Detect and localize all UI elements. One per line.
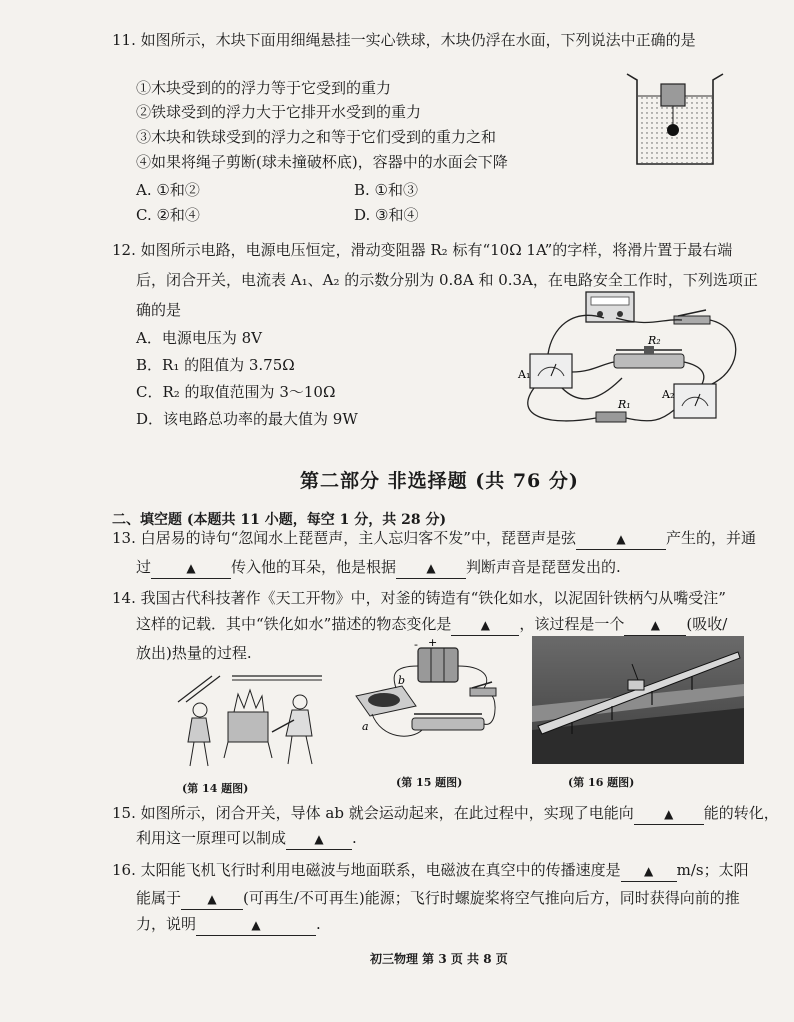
page-footer: 初三物理 第 3 页 共 8 页 xyxy=(370,952,508,966)
q12-stem-line-3: 确的是 xyxy=(136,301,182,319)
q11-option-d: D. ③和④ xyxy=(354,206,419,224)
q13-blank-3[interactable] xyxy=(396,557,466,579)
q12-option-a: A．电源电压为 8V xyxy=(136,329,262,347)
q13-line-2 xyxy=(136,557,621,579)
q14-line-1: 14. 我国古代科技著作《天工开物》中，对釜的铸造有“铁化如水，以泥固针铁柄勺从嘴受注” xyxy=(112,589,726,607)
q16-text-1b: m/s；太阳 xyxy=(676,861,749,879)
q15-blank-2[interactable] xyxy=(286,828,352,850)
q14-blank-1[interactable] xyxy=(451,614,519,636)
q16-blank-3[interactable] xyxy=(196,914,316,936)
motor-figure-q15 xyxy=(352,636,502,754)
q15-text-1a: 15. 如图所示，闭合开关，导体 ab 就会运动起来，在此过程中，实现了电能向 xyxy=(112,804,634,822)
q14-blank-2[interactable] xyxy=(624,614,686,636)
q12-option-b: B．R₁ 的阻值为 3.75Ω xyxy=(136,356,295,374)
q16-text-1a: 16. 太阳能飞机飞行时利用电磁波与地面联系，电磁波在真空中的传播速度是 xyxy=(112,861,621,879)
q16-line-2 xyxy=(136,888,740,910)
q15-text-2a: 利用这一原理可以制成 xyxy=(136,829,287,847)
q13-text-1a: 13. 白居易的诗句“忽闻水上琵琶声，主人忘归客不发”中，琵琶声是弦 xyxy=(112,529,576,547)
label-a2: A₂ xyxy=(662,388,675,401)
q12-option-d: D．该电路总功率的最大值为 9W xyxy=(136,410,358,428)
blank-mark: ▲ xyxy=(314,832,324,846)
q15-text-1b: 能的转化， xyxy=(703,804,779,822)
blank-mark: ▲ xyxy=(207,892,217,906)
battery-minus: - xyxy=(414,638,418,651)
blank-mark: ▲ xyxy=(664,807,674,821)
q11-option-c: C. ②和④ xyxy=(136,206,200,224)
q16-text-2a: 能属于 xyxy=(136,889,182,907)
q16-line-1 xyxy=(112,860,749,882)
q11-statement-3: ③木块和铁球受到的浮力之和等于它们受到的重力之和 xyxy=(136,128,497,146)
blank-mark: ▲ xyxy=(616,532,626,546)
q11-option-a: A. ①和② xyxy=(136,181,200,199)
q11-statement-1: ①木块受到的的浮力等于它受到的重力 xyxy=(136,79,392,97)
blank-mark: ▲ xyxy=(186,561,196,575)
q16-text-2b: (可再生/不可再生)能源；飞行时螺旋桨将空气推向后方，同时获得向前的推 xyxy=(243,889,740,907)
q13-blank-1[interactable] xyxy=(576,528,666,550)
q16-blank-2[interactable] xyxy=(181,888,243,910)
blank-mark: ▲ xyxy=(644,864,654,878)
casting-figure-q14 xyxy=(172,672,330,772)
caption-fig-14: (第 14 题图) xyxy=(182,782,249,795)
q15-text-2b: . xyxy=(352,829,357,847)
circuit-figure-q12 xyxy=(512,288,744,438)
q11-statement-2: ②铁球受到的浮力大于它排开水受到的重力 xyxy=(136,103,422,121)
q11-stem: 11. 如图所示，木块下面用细绳悬挂一实心铁球，木块仍浮在水面，下列说法中正确的是 xyxy=(112,31,696,49)
q11-option-b: B. ①和③ xyxy=(354,181,419,199)
beaker-figure xyxy=(625,66,725,170)
q11-statement-4: ④如果将绳子剪断(球未撞破杯底)，容器中的水面会下降 xyxy=(136,153,508,171)
q13-line-1 xyxy=(112,528,756,550)
q16-line-3 xyxy=(136,914,321,936)
blank-mark: ▲ xyxy=(650,618,660,632)
q14-text-2b: ，该过程是一个 xyxy=(519,615,625,633)
q14-line-2 xyxy=(136,614,727,636)
q13-text-2b: 传入他的耳朵，他是根据 xyxy=(231,558,397,576)
label-r1: R₁ xyxy=(618,398,631,411)
battery-plus: + xyxy=(428,636,438,649)
q13-text-2a: 过 xyxy=(136,558,152,576)
label-r2: R₂ xyxy=(648,334,661,347)
label-a: a xyxy=(362,720,369,733)
q13-text-2c: 判断声音是琵琶发出的. xyxy=(466,558,621,576)
q16-text-3a: 力，说明 xyxy=(136,915,197,933)
blank-mark: ▲ xyxy=(480,618,490,632)
blank-mark: ▲ xyxy=(426,561,436,575)
caption-fig-15: (第 15 题图) xyxy=(396,776,463,789)
q15-blank-1[interactable] xyxy=(634,803,704,825)
q15-line-1 xyxy=(112,803,779,825)
section-fill-blank: 二、填空题 (本题共 11 小题，每空 1 分，共 28 分) xyxy=(112,512,447,528)
solar-plane-photo-q16 xyxy=(532,636,744,764)
q13-text-1b: 产生的，并通 xyxy=(665,529,756,547)
q14-text-2a: 这样的记载．其中“铁化如水”描述的物态变化是 xyxy=(136,615,452,633)
part-two-title: 第二部分 非选择题 (共 76 分) xyxy=(300,470,579,492)
q15-line-2 xyxy=(136,828,357,850)
q16-blank-1[interactable] xyxy=(621,860,677,882)
q13-blank-2[interactable] xyxy=(151,557,231,579)
q12-option-c: C．R₂ 的取值范围为 3～10Ω xyxy=(136,383,336,401)
label-a1: A₁ xyxy=(518,368,531,381)
caption-fig-16: (第 16 题图) xyxy=(568,776,635,789)
blank-mark: ▲ xyxy=(251,918,261,932)
label-b: b xyxy=(398,674,406,687)
q14-text-2c: (吸收/ xyxy=(686,615,728,633)
q12-stem-line-1: 12. 如图所示电路，电源电压恒定，滑动变阻器 R₂ 标有“10Ω 1A”的字样，将滑片置于最右端 xyxy=(112,241,733,259)
q16-text-3b: . xyxy=(316,915,321,933)
q12-stem-line-2: 后，闭合开关，电流表 A₁、A₂ 的示数分别为 0.8A 和 0.3A，在电路安全工作时，下列选项正 xyxy=(136,271,758,289)
q14-line-3: 放出)热量的过程. xyxy=(136,644,252,662)
